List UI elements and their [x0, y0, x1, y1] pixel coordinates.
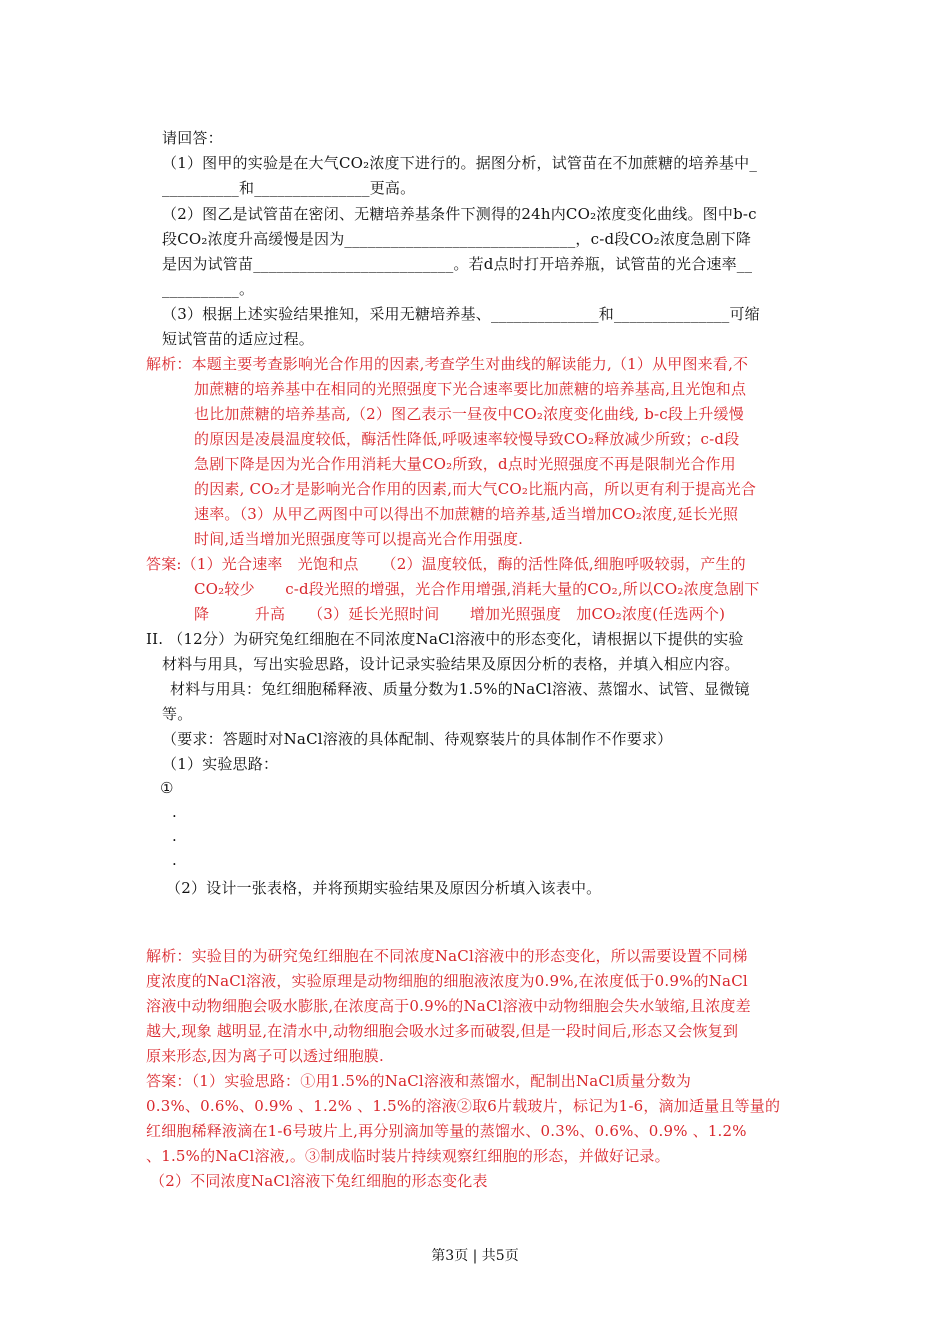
analysis-line: 也比加蔗糖的培养基高,（2）图乙表示一昼夜中CO₂浓度变化曲线, b-c段上升缓慢 — [194, 405, 744, 423]
question-line: （要求：答题时对NaCl溶液的具体配制、待观察装片的具体制作不作要求） — [162, 730, 673, 748]
analysis-line: 加蔗糖的培养基中在相同的光照强度下光合速率要比加蔗糖的培养基高,且光饱和点 — [194, 380, 747, 398]
question-line: II. （12分）为研究兔红细胞在不同浓度NaCl溶液中的形态变化，请根据以下提供的实验 — [146, 630, 744, 648]
question-line: （1）实验思路： — [162, 755, 279, 773]
question-line: （2）设计一张表格，并将预期实验结果及原因分析填入该表中。 — [166, 879, 602, 897]
step-dot: . — [172, 827, 177, 845]
page-footer: 第3页 | 共5页 — [431, 1248, 519, 1264]
analysis-line: 溶液中动物细胞会吸水膨胀,在浓度高于0.9%的NaCl溶液中动物细胞会失水皱缩,且浓度差 — [146, 997, 751, 1015]
question-line: 段CO₂浓度升高缓慢是因为______________________________，c-d段CO₂浓度急剧下降 — [162, 230, 752, 248]
answer-line: 、1.5%的NaCl溶液,。③制成临时装片持续观察红细胞的形态，并做好记录。 — [146, 1147, 670, 1165]
analysis-line: 的因素, CO₂才是影响光合作用的因素,而大气CO₂比瓶内高，所以更有利于提高光合 — [194, 480, 757, 498]
question-line: （2）图乙是试管苗在密闭、无糖培养基条件下测得的24h内CO₂浓度变化曲线。图中b-c — [162, 205, 757, 223]
question-line: 材料与用具：兔红细胞稀释液、质量分数为1.5%的NaCl溶液、蒸馏水、试管、显微镜 — [170, 680, 750, 698]
question-line: __________。 — [162, 280, 255, 298]
answer-line: 0.3%、0.6%、0.9% 、1.2% 、1.5%的溶液②取6片载玻片，标记为1-6，滴加适量且等量的 — [146, 1097, 781, 1115]
analysis-line: 原来形态,因为离子可以透过细胞膜. — [146, 1047, 384, 1065]
analysis-line: 的原因是凌晨温度较低，酶活性降低,呼吸速率较慢导致CO₂释放减少所致；c-d段 — [194, 430, 740, 448]
answer-line: CO₂较少 c-d段光照的增强，光合作用增强,消耗大量的CO₂,所以CO₂浓度急剧下 — [194, 580, 760, 598]
analysis-line: 越大,现象 越明显,在清水中,动物细胞会吸水过多而破裂,但是一段时间后,形态又会恢复到 — [146, 1022, 739, 1040]
answer-line: 红细胞稀释液滴在1-6号玻片上,再分别滴加等量的蒸馏水、0.3%、0.6%、0.9% 、1.2% — [146, 1122, 747, 1140]
question-line: 材料与用具，写出实验思路，设计记录实验结果及原因分析的表格，并填入相应内容。 — [162, 655, 740, 673]
step-dot: . — [172, 803, 177, 821]
analysis-line: 速率。（3）从甲乙两图中可以得出不加蔗糖的培养基,适当增加CO₂浓度,延长光照 — [194, 505, 739, 523]
analysis-line: 急剧下降是因为光合作用消耗大量CO₂所致，d点时光照强度不再是限制光合作用 — [194, 455, 736, 473]
question-line: 等。 — [162, 705, 193, 723]
question-line: 短试管苗的适应过程。 — [162, 330, 315, 348]
answer-line: 降 升高 （3）延长光照时间 增加光照强度 加CO₂浓度(任选两个) — [194, 605, 726, 623]
question-line: __________和_______________更高。 — [162, 179, 416, 197]
analysis-line: 解析：实验目的为研究兔红细胞在不同浓度NaCl溶液中的形态变化，所以需要设置不同梯 — [146, 947, 748, 965]
step-dot: . — [172, 851, 177, 869]
analysis-line: 解析：本题主要考查影响光合作用的因素,考查学生对曲线的解读能力,（1）从甲图来看,不 — [146, 355, 749, 373]
answer-line: 答案:（1）光合速率 光饱和点 （2）温度较低，酶的活性降低,细胞呼吸较弱，产生的 — [146, 555, 746, 573]
answer-line: 答案：（1）实验思路：①用1.5%的NaCl溶液和蒸馏水，配制出NaCl质量分数为 — [146, 1072, 692, 1090]
step-marker: ① — [160, 779, 174, 797]
answer-line: （2）不同浓度NaCl溶液下兔红细胞的形态变化表 — [150, 1172, 488, 1190]
question-line: （1）图甲的实验是在大气CO₂浓度下进行的。据图分析，试管苗在不加蔗糖的培养基中_ — [162, 154, 758, 172]
analysis-line: 度浓度的NaCl溶液，实验原理是动物细胞的细胞液浓度为0.9%,在浓度低于0.9%的NaCl — [146, 972, 748, 990]
analysis-line: 时间,适当增加光照强度等可以提高光合作用强度. — [194, 530, 524, 548]
question-line: 是因为试管苗__________________________。若d点时打开培养瓶，试管苗的光合速率__ — [162, 255, 753, 273]
question-line: （3）根据上述实验结果推知，采用无糖培养基、______________和_______________可缩 — [162, 305, 760, 323]
prompt-line: 请回答： — [162, 129, 223, 147]
